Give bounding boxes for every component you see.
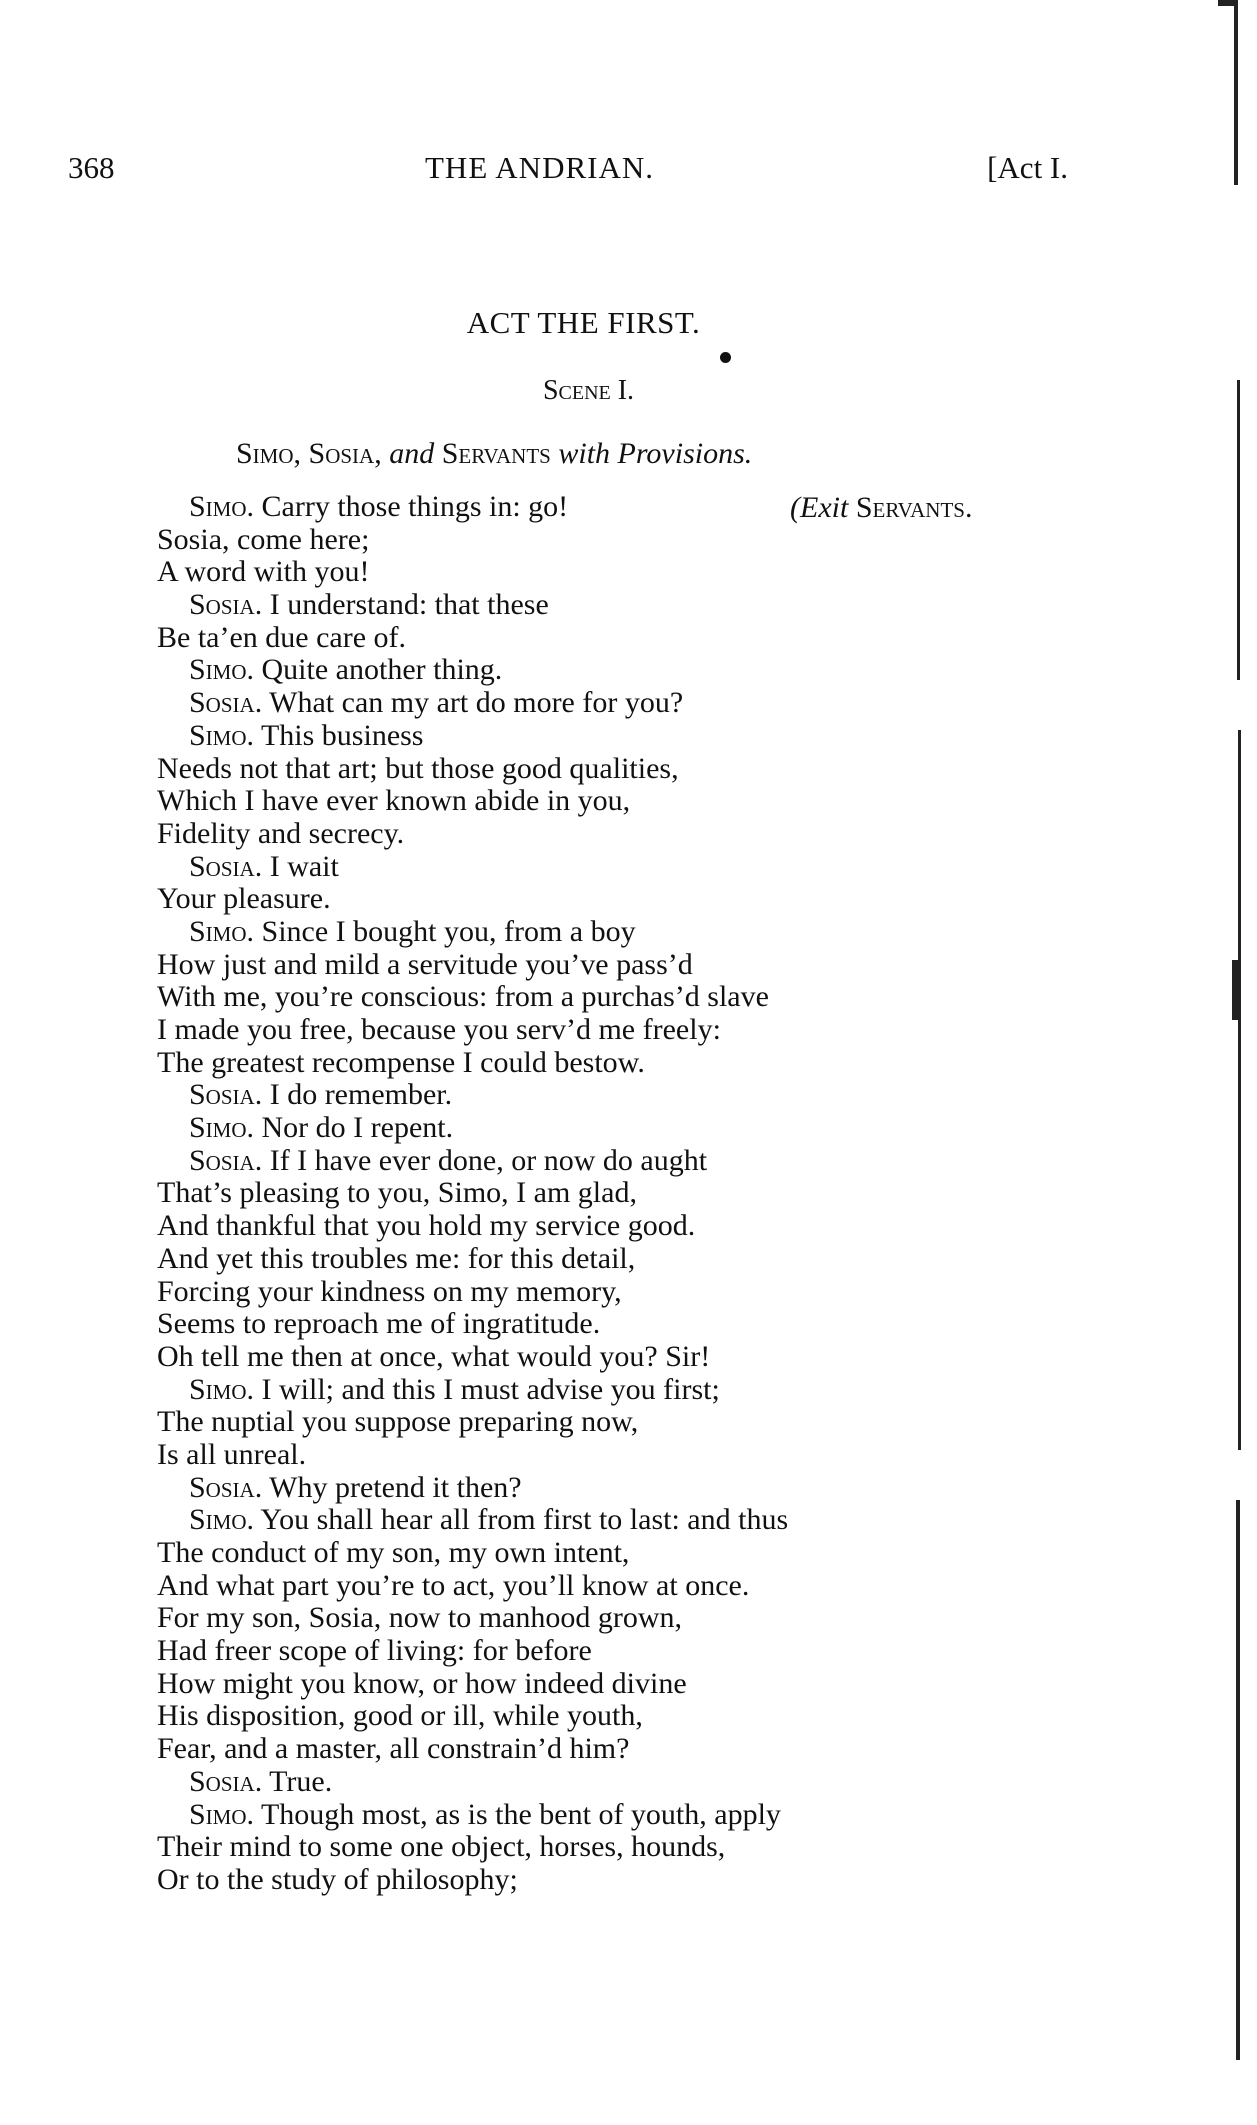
verse-line [157, 1276, 788, 1309]
line-text: I made you free, because you serv’d me freely: [157, 1013, 721, 1046]
act-marker: [Act I. [987, 150, 1068, 185]
verse-line [157, 1537, 788, 1570]
speaker-name: Sosia. [189, 1143, 263, 1177]
verse-line [157, 1374, 788, 1407]
line-text: The nuptial you suppose preparing now, [157, 1405, 639, 1439]
page-edge-mark [1234, 0, 1238, 185]
verse-line [157, 1831, 788, 1864]
line-text: And what part you’re to act, you’ll know at once. [157, 1568, 750, 1602]
verse-line [157, 818, 788, 851]
act-title: ACT THE FIRST. [466, 305, 701, 340]
line-text: With me, you’re conscious: from a purchas’d slave [157, 980, 769, 1014]
verse-line [157, 1079, 788, 1112]
line-text: Needs not that art; but those good qualities, [157, 751, 679, 785]
line-text: For my son, Sosia, now to manhood grown, [157, 1601, 682, 1635]
character-servants: Servants [441, 437, 551, 470]
verse-line [157, 1406, 788, 1439]
line-text: This business [254, 718, 424, 752]
line-text: I do remember. [262, 1078, 453, 1112]
line-text: A word with you! [157, 555, 370, 589]
exit-text: (Exit [790, 491, 849, 524]
line-text: Seems to reproach me of ingratitude. [157, 1307, 601, 1341]
speaker-name: Sosia. [189, 1078, 263, 1112]
page-edge-mark [1218, 0, 1238, 6]
verse-line [157, 981, 788, 1014]
conjunction: and [389, 437, 435, 470]
line-text: Why pretend it then? [262, 1470, 522, 1504]
verse-line [157, 753, 788, 786]
verse-line [157, 720, 788, 753]
stage-direction [790, 491, 972, 525]
verse-line [157, 1570, 788, 1603]
verse-line [157, 785, 788, 818]
line-text: Though most, as is the bent of youth, apply [254, 1797, 781, 1831]
line-text: How just and mild a servitude you’ve pass’d [157, 947, 693, 981]
line-text: Fidelity and secrecy. [157, 816, 405, 850]
with-text: with [558, 437, 611, 470]
line-text: I understand: that these [262, 588, 549, 622]
line-text: The conduct of my son, my own intent, [157, 1536, 630, 1569]
line-text: I wait [262, 849, 339, 883]
line-text: Be ta’en due care of. [157, 620, 407, 654]
verse-line [157, 491, 788, 524]
verse-line [157, 1047, 788, 1080]
verse-line [157, 1177, 788, 1210]
line-text: Had freer scope of living: for before [157, 1634, 592, 1668]
verse-line [157, 1439, 788, 1472]
line-text: Forcing your kindness on my memory, [157, 1274, 622, 1308]
verse-line [157, 1472, 788, 1505]
verse-line [157, 687, 788, 720]
speaker-name: Simo. [189, 653, 255, 687]
line-text: Quite another thing. [254, 653, 503, 687]
line-text: What can my art do more for you? [262, 686, 684, 720]
speaker-name: Simo. [189, 1797, 255, 1831]
verse-line [157, 1799, 788, 1832]
exit-who: Servants. [855, 491, 973, 524]
line-text: Is all unreal. [157, 1437, 307, 1471]
verse-line [157, 1700, 788, 1733]
verse-line [157, 524, 788, 557]
speaker-name: Simo. [189, 1111, 255, 1145]
verse-line [157, 1602, 788, 1635]
line-text: That’s pleasing to you, Simo, I am glad, [157, 1176, 637, 1210]
verse-line [157, 851, 788, 884]
verse-line [157, 949, 788, 982]
verse-line [157, 1112, 788, 1145]
page-edge-mark [1236, 1500, 1240, 2060]
page-edge-mark [1237, 380, 1240, 680]
running-title: THE ANDRIAN. [425, 150, 654, 185]
verse-line [157, 556, 788, 589]
verse-line [157, 1243, 788, 1276]
line-text: Which I have ever known abide in you, [157, 784, 631, 818]
line-text: His disposition, good or ill, while youth, [157, 1699, 643, 1733]
speaker-name: Simo. [189, 718, 255, 752]
line-text: How might you know, or how indeed divine [157, 1666, 687, 1700]
speaker-name: Sosia. [189, 686, 263, 720]
scene-title: Scene I. [542, 375, 635, 406]
character-sosia: Sosia, [308, 437, 382, 470]
line-text: Your pleasure. [157, 882, 331, 916]
verse-line [157, 1766, 788, 1799]
speaker-name: Simo. [189, 914, 255, 948]
line-text: Nor do I repent. [254, 1111, 454, 1145]
verse-line [157, 1864, 788, 1897]
verse-line [157, 1210, 788, 1243]
line-text: Carry those things in: go! [254, 490, 569, 523]
verse-line [157, 1668, 788, 1701]
line-text: Fear, and a master, all constrain’d him? [157, 1732, 630, 1766]
dialogue-body [157, 491, 788, 1897]
verse-line [157, 589, 788, 622]
verse-line [157, 916, 788, 949]
speaker-name: Sosia. [189, 849, 263, 883]
verse-line [157, 883, 788, 916]
provisions-text: Provisions. [617, 437, 753, 470]
verse-line [157, 1635, 788, 1668]
verse-line [157, 1145, 788, 1178]
speaker-name: Sosia. [189, 1470, 263, 1504]
verse-line [157, 1733, 788, 1766]
line-text: Sosia, come here; [157, 522, 370, 556]
line-text: And yet this troubles me: for this detail, [157, 1241, 636, 1275]
character-list [236, 437, 752, 471]
verse-line [157, 622, 788, 655]
verse-line [157, 1014, 788, 1047]
character-simo: Simo, [236, 437, 302, 470]
line-text: You shall hear all from first to last: and thus [254, 1503, 789, 1537]
page-header [68, 150, 1068, 194]
line-text: True. [262, 1764, 333, 1798]
ink-dot [720, 352, 731, 363]
line-text: Their mind to some one object, horses, hounds, [157, 1830, 726, 1864]
line-text: Or to the study of philosophy; [157, 1862, 518, 1896]
line-text: Oh tell me then at once, what would you? Sir! [157, 1339, 711, 1373]
verse-line [157, 654, 788, 687]
speaker-name: Sosia. [189, 588, 263, 622]
speaker-name: Simo. [189, 1372, 255, 1406]
line-text: And thankful that you hold my service good. [157, 1209, 696, 1243]
line-text: I will; and this I must advise you first; [254, 1372, 720, 1406]
line-text: If I have ever done, or now do aught [262, 1143, 708, 1177]
speaker-name: Simo. [189, 490, 255, 523]
line-text: The greatest recompense I could bestow. [157, 1045, 645, 1079]
page-edge-mark [1238, 730, 1241, 1450]
speaker-name: Simo. [189, 1503, 255, 1537]
verse-line [157, 1308, 788, 1341]
line-text: Since I bought you, from a boy [254, 914, 636, 948]
verse-line [157, 1504, 788, 1537]
page-number: 368 [68, 150, 115, 185]
verse-line [157, 1341, 788, 1374]
speaker-name: Sosia. [189, 1764, 263, 1798]
page-edge-mark [1232, 960, 1240, 1020]
